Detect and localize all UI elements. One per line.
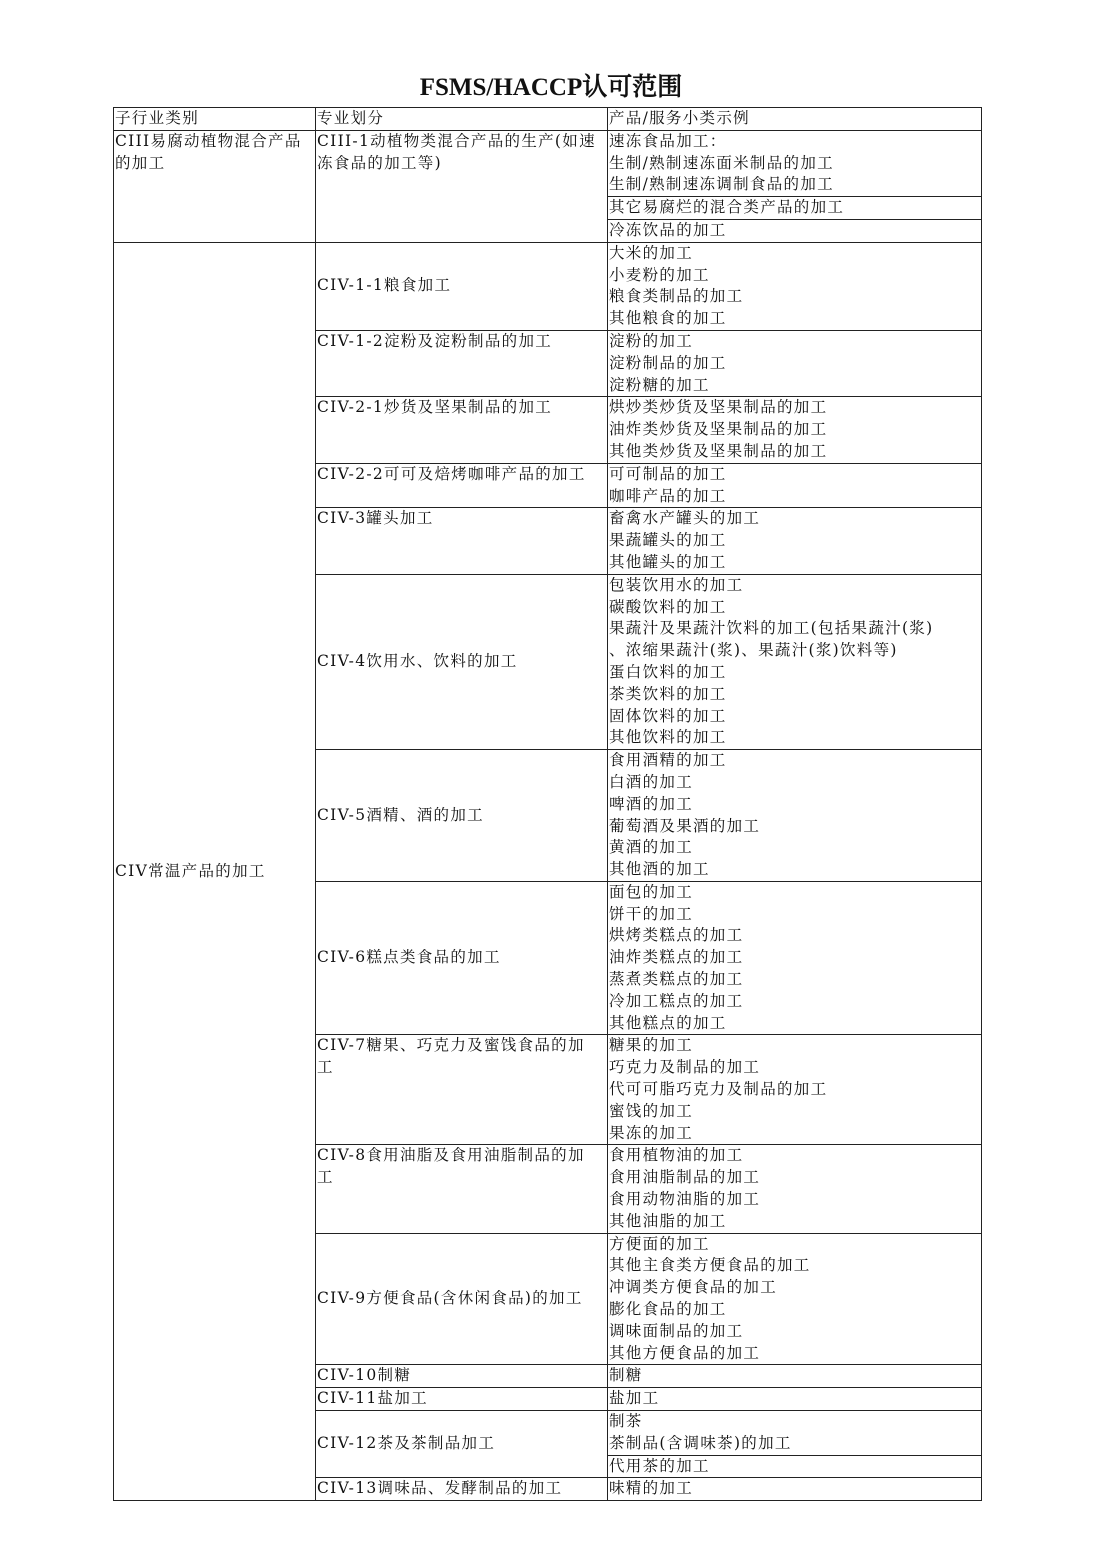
product-item: 油炸类炒货及坚果制品的加工 xyxy=(609,420,828,439)
products-cell xyxy=(608,463,982,508)
product-item: 果冻的加工 xyxy=(609,1123,694,1142)
products-cell xyxy=(608,219,982,242)
specialty-cell xyxy=(316,1035,608,1145)
specialty-cell: CIV-10制糖 xyxy=(316,1365,608,1388)
product-item: 葡萄酒及果酒的加工 xyxy=(609,816,761,835)
table-row xyxy=(114,130,982,196)
specialty-line: 工 xyxy=(317,1168,334,1187)
product-item: 包装饮用水的加工 xyxy=(609,575,744,594)
product-item: 淀粉制品的加工 xyxy=(609,353,727,372)
product-item: 盐加工 xyxy=(609,1389,660,1408)
products-cell xyxy=(608,1233,982,1365)
product-item: 其他主食类方便食品的加工 xyxy=(609,1256,811,1275)
specialty-cell: CIV-2-1炒货及坚果制品的加工 xyxy=(316,397,608,463)
product-item: 其他油脂的加工 xyxy=(609,1211,727,1230)
category-cell: CIV常温产品的加工 xyxy=(114,242,316,1500)
header-row xyxy=(114,108,982,131)
product-item: 制茶 xyxy=(609,1412,643,1431)
products-cell xyxy=(608,1411,982,1456)
products-cell xyxy=(608,508,982,574)
product-item: 面包的加工 xyxy=(609,882,694,901)
specialty-cell: CIII-1动植物类混合产品的生产(如速冻食品的加工等) xyxy=(316,130,608,242)
products-cell xyxy=(608,130,982,196)
product-item: 巧克力及制品的加工 xyxy=(609,1058,761,1077)
product-item: 冷加工糕点的加工 xyxy=(609,991,744,1010)
specialty-line: CIV-8食用油脂及食用油脂制品的加 xyxy=(317,1146,585,1165)
product-item: 膨化食品的加工 xyxy=(609,1300,727,1319)
product-item: 代可可脂巧克力及制品的加工 xyxy=(609,1080,828,1099)
specialty-cell: CIV-2-2可可及焙烤咖啡产品的加工 xyxy=(316,463,608,508)
product-item: 咖啡产品的加工 xyxy=(609,486,727,505)
products-cell xyxy=(608,197,982,220)
product-item: 其他饮料的加工 xyxy=(609,728,727,747)
product-item: 速冻食品加工： xyxy=(609,131,727,150)
specialty-line: 工 xyxy=(317,1058,334,1077)
table-row xyxy=(114,242,982,330)
product-item: 食用酒精的加工 xyxy=(609,751,727,770)
product-item: 其他方便食品的加工 xyxy=(609,1343,761,1362)
specialty-cell: CIV-4饮用水、饮料的加工 xyxy=(316,574,608,749)
category-cell: CIII易腐动植物混合产品的加工 xyxy=(114,130,316,242)
products-cell xyxy=(608,881,982,1035)
product-item: 蛋白饮料的加工 xyxy=(609,662,727,681)
specialty-cell xyxy=(316,1145,608,1233)
specialty-cell: CIV-12茶及茶制品加工 xyxy=(316,1411,608,1478)
specialty-cell: CIV-6糕点类食品的加工 xyxy=(316,881,608,1035)
product-item: 其他罐头的加工 xyxy=(609,552,727,571)
product-item: 其他酒的加工 xyxy=(609,860,710,879)
product-item: 生制/熟制速冻面米制品的加工 xyxy=(609,153,834,172)
header-products: 产品/服务小类示例 xyxy=(608,108,982,131)
product-item: 方便面的加工 xyxy=(609,1234,710,1253)
product-item: 蒸煮类糕点的加工 xyxy=(609,970,744,989)
product-item: 小麦粉的加工 xyxy=(609,265,710,284)
product-item: 茶类饮料的加工 xyxy=(609,684,727,703)
specialty-cell: CIV-13调味品、发酵制品的加工 xyxy=(316,1478,608,1501)
specialty-cell: CIV-1-2淀粉及淀粉制品的加工 xyxy=(316,330,608,396)
product-item: 烘烤类糕点的加工 xyxy=(609,926,744,945)
product-item: 果蔬罐头的加工 xyxy=(609,531,727,550)
products-cell xyxy=(608,1478,982,1501)
product-item: 生制/熟制速冻调制食品的加工 xyxy=(609,175,834,194)
products-cell xyxy=(608,1035,982,1145)
products-cell xyxy=(608,1365,982,1388)
header-category: 子行业类别 xyxy=(114,108,316,131)
specialty-cell: CIV-5酒精、酒的加工 xyxy=(316,750,608,882)
products-cell xyxy=(608,1388,982,1411)
product-item: 其他粮食的加工 xyxy=(609,309,727,328)
specialty-cell: CIV-9方便食品(含休闲食品)的加工 xyxy=(316,1233,608,1365)
product-item: 大米的加工 xyxy=(609,243,694,262)
product-item: 糖果的加工 xyxy=(609,1036,694,1055)
product-item: 白酒的加工 xyxy=(609,772,694,791)
product-item: 其他糕点的加工 xyxy=(609,1013,727,1032)
products-cell xyxy=(608,1455,982,1478)
product-item: 油炸类糕点的加工 xyxy=(609,948,744,967)
product-item: 冲调类方便食品的加工 xyxy=(609,1278,778,1297)
product-item: 可可制品的加工 xyxy=(609,464,727,483)
products-cell xyxy=(608,1145,982,1233)
product-item: 其它易腐烂的混合类产品的加工 xyxy=(609,198,845,217)
specialty-cell: CIV-1-1粮食加工 xyxy=(316,242,608,330)
product-item: 淀粉的加工 xyxy=(609,331,694,350)
specialty-cell: CIV-3罐头加工 xyxy=(316,508,608,574)
page-title: FSMS/HACCP认可范围 xyxy=(419,74,683,101)
product-item: 食用动物油脂的加工 xyxy=(609,1190,761,1209)
product-item: 烘炒类炒货及坚果制品的加工 xyxy=(609,398,828,417)
product-item: 调味面制品的加工 xyxy=(609,1321,744,1340)
specialty-cell: CIV-11盐加工 xyxy=(316,1388,608,1411)
product-item: 食用油脂制品的加工 xyxy=(609,1168,761,1187)
product-item: 蜜饯的加工 xyxy=(609,1101,694,1120)
products-cell xyxy=(608,750,982,882)
product-item: 食用植物油的加工 xyxy=(609,1146,744,1165)
header-specialty: 专业划分 xyxy=(316,108,608,131)
products-cell xyxy=(608,397,982,463)
product-item: 畜禽水产罐头的加工 xyxy=(609,509,761,528)
specialty-line: CIV-7糖果、巧克力及蜜饯食品的加 xyxy=(317,1036,585,1055)
products-cell xyxy=(608,330,982,396)
products-cell xyxy=(608,574,982,749)
scope-table xyxy=(113,107,982,1501)
product-item: 代用茶的加工 xyxy=(609,1456,710,1475)
product-item: 其他类炒货及坚果制品的加工 xyxy=(609,441,828,460)
product-item: 冷冻饮品的加工 xyxy=(609,220,727,239)
product-item: 固体饮料的加工 xyxy=(609,706,727,725)
product-item: 啤酒的加工 xyxy=(609,794,694,813)
product-item: 果蔬汁及果蔬汁饮料的加工(包括果蔬汁(浆) xyxy=(609,619,934,638)
product-item: 粮食类制品的加工 xyxy=(609,287,744,306)
product-item: 味精的加工 xyxy=(609,1479,694,1498)
product-item: 淀粉糖的加工 xyxy=(609,375,710,394)
product-item: 黄酒的加工 xyxy=(609,838,694,857)
product-item: 茶制品(含调味茶)的加工 xyxy=(609,1433,792,1452)
product-item: 制糖 xyxy=(609,1366,643,1385)
products-cell xyxy=(608,242,982,330)
product-item: 碳酸饮料的加工 xyxy=(609,597,727,616)
product-item: 、浓缩果蔬汁(浆)、果蔬汁(浆)饮料等) xyxy=(609,641,898,660)
product-item: 饼干的加工 xyxy=(609,904,694,923)
